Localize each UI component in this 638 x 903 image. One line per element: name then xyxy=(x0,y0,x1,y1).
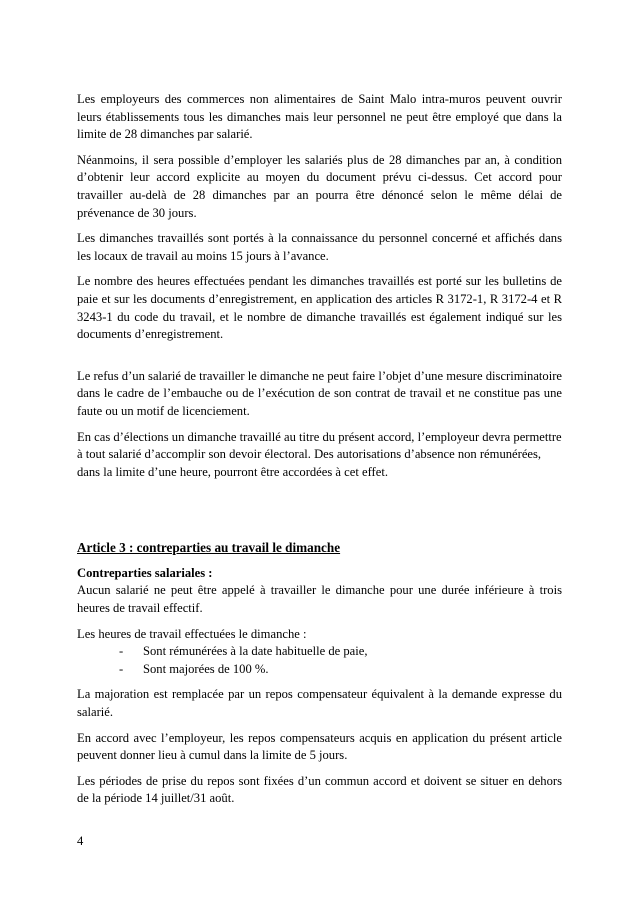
list-item xyxy=(77,661,562,679)
paragraph-elections: En cas d’élections un dimanche travaillé au titre du présent accord, l’employeur devra permettre à tout salarié d’accomplir son devoir électoral. Des autorisations d’absence non rémunérées, dans la limite d’une heure, pourront être accordées à cet effet. xyxy=(77,429,562,479)
paragraph-affichage: Les dimanches travaillés sont portés à la connaissance du personnel concerné et affichés dans les locaux de travail au moins 15 jours à l’avance. xyxy=(77,231,562,263)
contreparties-block xyxy=(77,565,562,618)
paragraph-bulletins-paie: Le nombre des heures effectuées pendant les dimanches travaillés est porté sur les bulletins de paie et sur les documents d’enregistrement, en application des articles R 3172-1, R 3172-4 et R 3243-1 du code du travail, et le nombre de dimanche travaillés est également indiqué sur les documents d’enregistrement. xyxy=(77,274,562,342)
paragraph-cumul: En accord avec l’employeur, les repos compensateurs acquis en application du présent article peuvent donner lieu à cumul dans la limite de 5 jours. xyxy=(77,730,562,763)
paragraph-limite-dimanches: Les employeurs des commerces non alimentaires de Saint Malo intra-muros peuvent ouvrir leurs établissements tous les dimanches mais leur personnel ne peut être employé que dans la limite de 28 dimanches par salarié. xyxy=(77,92,562,142)
contreparties-intro: Aucun salarié ne peut être appelé à travailler le dimanche pour une durée inférieure à trois heures de travail effectif. xyxy=(77,583,562,616)
hours-list xyxy=(77,643,562,678)
hours-lead: Les heures de travail effectuées le dimanche : xyxy=(77,626,307,641)
document-page xyxy=(77,91,562,816)
dash-marker: - xyxy=(119,644,124,659)
list-item-text: Sont rémunérées à la date habituelle de paie, xyxy=(143,644,368,659)
paragraph-refus: Le refus d’un salarié de travailler le dimanche ne peut faire l’objet d’une mesure discriminatoire dans le cadre de l’embauche ou de l’exécution de son contrat de travail et ne constitue pas une faute ou un motif de licenciement. xyxy=(77,368,562,418)
spacer xyxy=(77,352,562,368)
contreparties-subheading: Contreparties salariales : xyxy=(77,565,213,580)
article-3-heading: Article 3 : contreparties au travail le dimanche xyxy=(77,540,341,556)
page-number: 4 xyxy=(77,834,84,848)
list-item xyxy=(77,643,562,661)
paragraph-periodes: Les périodes de prise du repos sont fixées d’un commun accord et doivent se situer en dehors de la période 14 juillet/31 août. xyxy=(77,773,562,806)
list-item-text: Sont majorées de 100 %. xyxy=(143,661,269,676)
dash-marker: - xyxy=(119,661,124,676)
paragraph-majoration: La majoration est remplacée par un repos compensateur équivalent à la demande expresse du salarié. xyxy=(77,687,562,720)
paragraph-accord-explicite: Néanmoins, il sera possible d’employer les salariés plus de 28 dimanches par an, à condition d’obtenir leur accord explicite au moyen du document prévu ci-dessus. Cet accord pour travailler au-delà de 28 dimanches par an pourra être dénoncé selon le même délai de prévenance de 30 jours. xyxy=(77,152,562,220)
spacer xyxy=(77,489,562,539)
